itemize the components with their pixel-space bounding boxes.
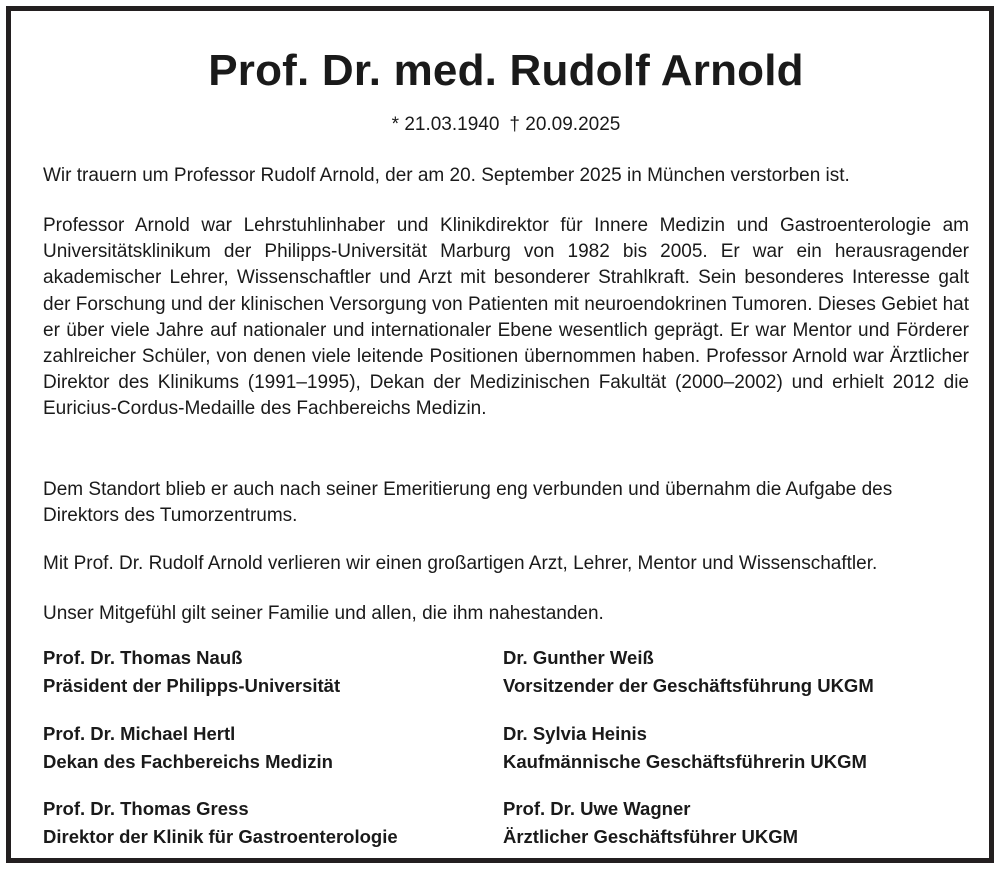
paragraph-condolence: Unser Mitgefühl gilt seiner Familie und allen, die ihm nahestanden.	[43, 603, 604, 624]
death-date: † 20.09.2025	[509, 114, 621, 135]
signatory-name: Dr. Gunther Weiß	[503, 647, 654, 668]
paragraph-emeritus: Dem Standort blieb er auch nach seiner Emeritierung eng verbunden und übernahm die Aufgabe des Direktors des Tumorzentrums.	[43, 479, 893, 527]
birth-date: * 21.03.1940	[391, 114, 500, 135]
signatory-role: Präsident der Philipps-Universität	[43, 675, 341, 696]
obituary-notice	[6, 6, 994, 863]
signatory-role: Dekan des Fachbereichs Medizin	[43, 751, 333, 772]
signatory	[503, 644, 943, 700]
signatory	[503, 720, 943, 776]
life-dates	[43, 112, 969, 138]
paragraph-tribute: Mit Prof. Dr. Rudolf Arnold verlieren wir einen großartigen Arzt, Lehrer, Mentor und Wissenschaftler.	[43, 553, 878, 574]
signatory	[503, 795, 943, 851]
signatory-name: Prof. Dr. Thomas Gress	[43, 798, 249, 819]
signatory	[43, 795, 483, 851]
signatory-name: Prof. Dr. Michael Hertl	[43, 723, 236, 744]
signatory	[43, 644, 483, 700]
signatory-name: Prof. Dr. Uwe Wagner	[503, 798, 691, 819]
signatory-role: Kaufmännische Geschäftsführerin UKGM	[503, 751, 867, 772]
signatory-name: Prof. Dr. Thomas Nauß	[43, 647, 243, 668]
deceased-name-title: Prof. Dr. med. Rudolf Arnold	[208, 46, 804, 95]
signatory-name: Dr. Sylvia Heinis	[503, 723, 647, 744]
signatory-role: Direktor der Klinik für Gastroenterologie	[43, 826, 398, 847]
paragraph-biography: Professor Arnold war Lehrstuhlinhaber und Klinikdirektor für Innere Medizin und Gastroenterologie am Universitätsklinikum der Philipps-Universität Marburg von 1982 bis 2005. Er war ein herausragender akademischer Lehrer, Wissenschaftler und Arzt mit besonderer Strahlkraft. Sein besonderes Interesse galt der Forschung und der klinischen Versorgung von Patienten mit neuroendokrinen Tumoren. Dieses Gebiet hat er über viele Jahre auf nationaler und internationaler Ebene wesentlich geprägt. Er war Mentor und Förderer zahlreicher Schüler, von denen viele leitende Positionen übernommen haben. Professor Arnold war Ärztlicher Direktor des Klinikums (1991–1995), Dekan der Medizinischen Fakultät (2000–2002) und erhielt 2012 die Euricius-Cordus-Medaille des Fachbereichs Medizin.	[43, 215, 969, 420]
paragraph-announcement: Wir trauern um Professor Rudolf Arnold, der am 20. September 2025 in München verstorben ist.	[43, 165, 850, 186]
signatory-role: Vorsitzender der Geschäftsführung UKGM	[503, 675, 874, 696]
signatory-role: Ärztlicher Geschäftsführer UKGM	[503, 826, 799, 847]
signatory	[43, 720, 483, 776]
